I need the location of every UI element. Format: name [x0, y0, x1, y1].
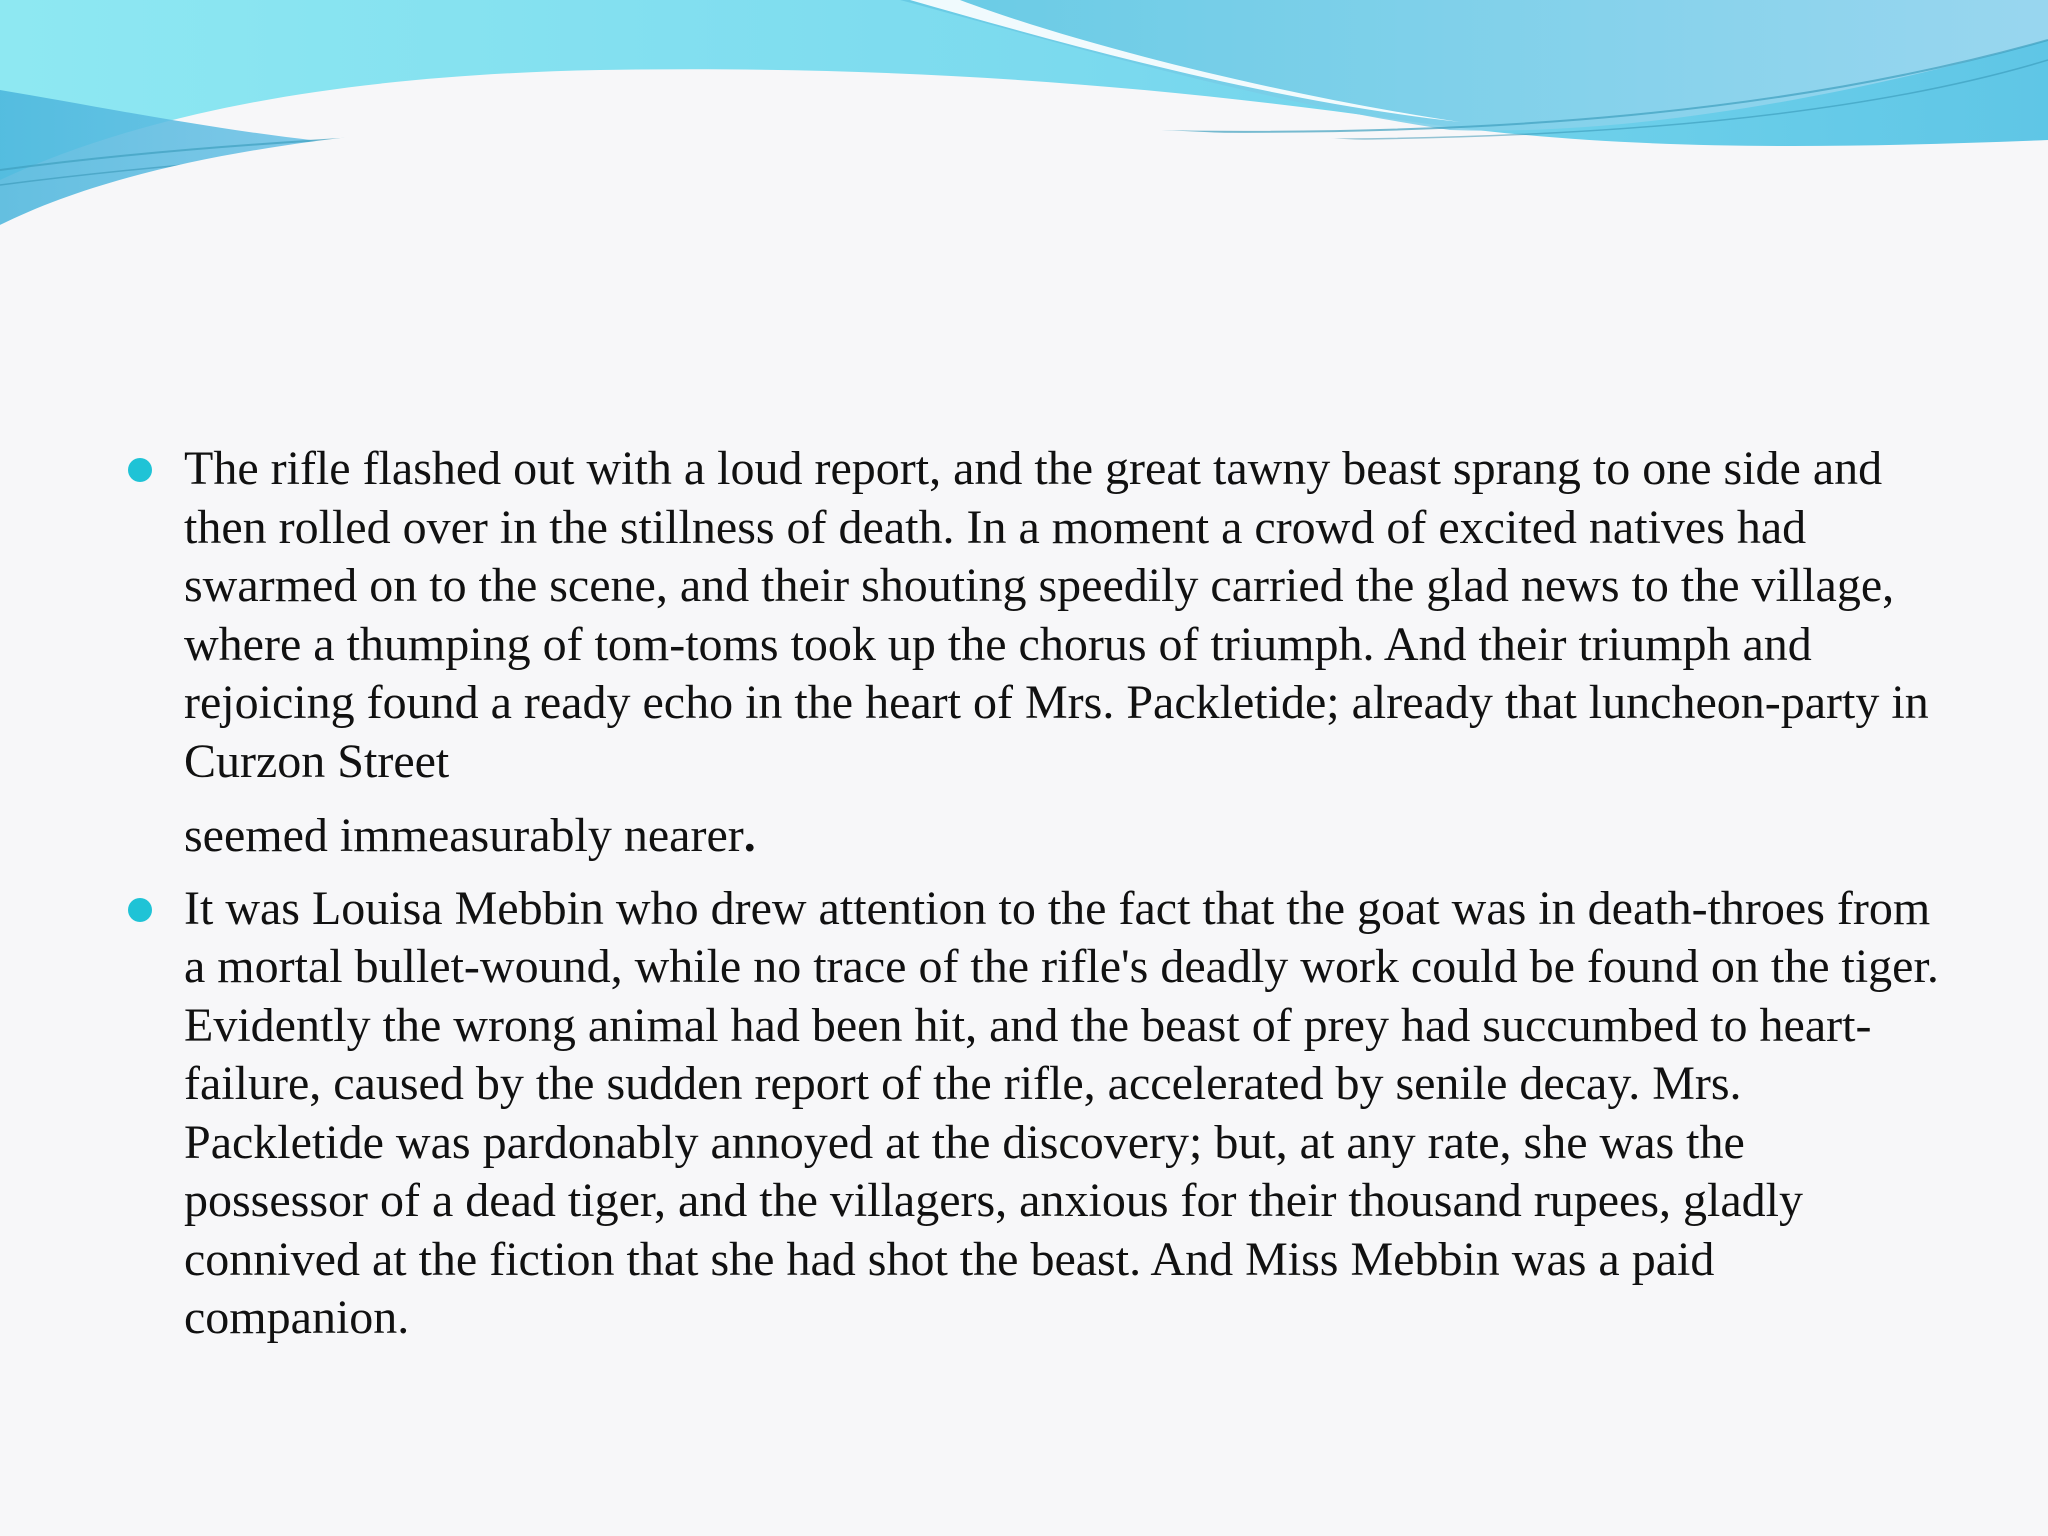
- bullet-text: It was Louisa Mebbin who drew attention to the fact that the goat was in death-throes from a mortal bullet-wound, while no trace of the rifle's deadly work could be found on the tiger. Evidently the wrong animal had been hit, and the beast of prey had succumbed to heart-failure, caused by the sudden report of the rifle, accelerated by senile decay. Mrs. Packletide was pardonably annoyed at the discovery; but, at any rate, she was the possessor of a dead tiger, and the villagers, anxious for their thousand rupees, gladly connived at the fiction that she had shot the beast. And Miss Mebbin was a paid companion.: [184, 881, 1939, 1344]
- slide-body: [120, 440, 1940, 1362]
- bullet-text: The rifle flashed out with a loud report, and the great tawny beast sprang to one side and then rolled over in the stillness of death. In a moment a crowd of excited natives had swarmed on to the scene, and their shouting speedily carried the glad news to the village, where a thumping of tom-toms took up the chorus of triumph. And their triumph and rejoicing found a ready echo in the heart of Mrs. Packletide; already that luncheon-party in Curzon Street: [184, 442, 1929, 788]
- bullet-tail-punct: .: [743, 809, 756, 862]
- bullet-dot-icon: [128, 458, 152, 482]
- bullet-tail-text: seemed immeasurably nearer: [184, 809, 744, 862]
- bullet-item: [120, 440, 1940, 866]
- bullet-item: [120, 880, 1940, 1348]
- bullet-text-tail: [184, 807, 1940, 866]
- header-wave-decoration: [0, 0, 2048, 240]
- bullet-dot-icon: [128, 898, 152, 922]
